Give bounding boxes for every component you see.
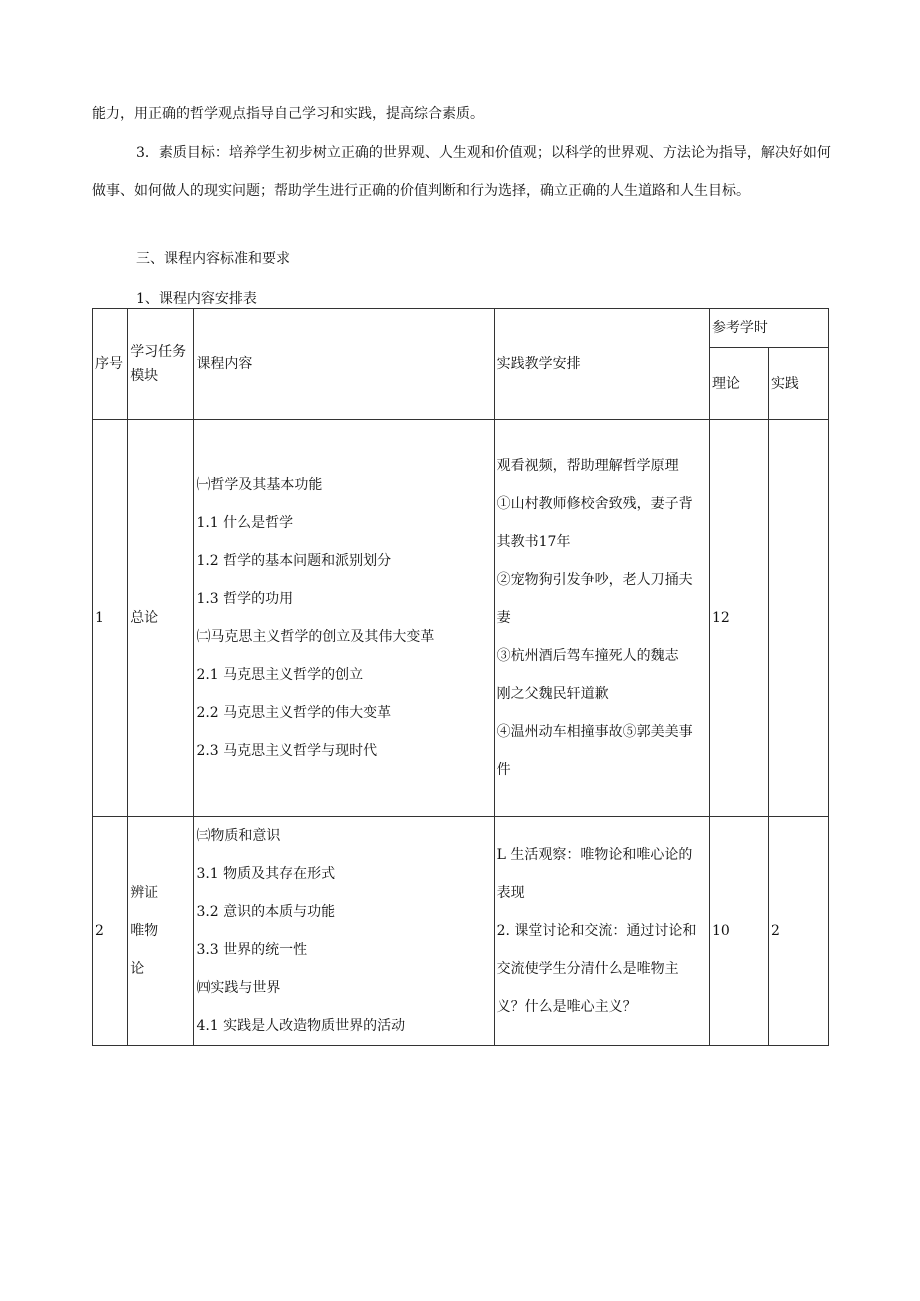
content-line: ㈠哲学及其基本功能	[196, 477, 323, 493]
module-line: 唯物	[130, 923, 159, 939]
header-theory: 理论	[709, 348, 768, 420]
row-practice	[494, 817, 709, 1046]
practice-line: 表现	[496, 885, 525, 901]
header-content: 课程内容	[194, 309, 494, 420]
table-header-row	[93, 309, 829, 348]
intro-quality-goal: 3．素质目标：培养学生初步树立正确的世界观、人生观和价值观；以科学的世界观、方法论为指导，解决好如何做事、如何做人的现实问题；帮助学生进行正确的价值判断和行为选择，确立正确的人生道路和人生目标。	[92, 145, 831, 199]
row-module	[128, 817, 194, 1046]
content-line: 3.3 世界的统一性	[196, 942, 308, 958]
row-seq: 2	[93, 817, 128, 1046]
content-line: ㈢物质和意识	[196, 828, 281, 844]
content-line: ㈣实践与世界	[196, 980, 281, 996]
practice-line: 2. 课堂讨论和交流：通过讨论和	[496, 923, 697, 939]
content-line: 2.2 马克思主义哲学的伟大变革	[196, 705, 392, 721]
practice-line: L 生活观察：唯物论和唯心论的	[496, 847, 693, 863]
content-line: 1.3 哲学的功用	[196, 591, 294, 607]
header-practical: 实践	[768, 348, 828, 420]
row-practical-hours	[768, 420, 828, 817]
practice-line: ③杭州酒后驾车撞死人的魏志	[496, 648, 679, 664]
practice-line: ④温州动车相撞事故⑤郭美美事	[496, 724, 693, 740]
module-line: 辨证	[130, 885, 159, 901]
content-line: ㈡马克思主义哲学的创立及其伟大变革	[196, 629, 435, 645]
content-line: 1.1 什么是哲学	[196, 515, 294, 531]
content-line: 2.3 马克思主义哲学与现时代	[196, 743, 378, 759]
row-content	[194, 420, 494, 817]
practice-line: 其教书17年	[496, 534, 571, 550]
practice-line: 观看视频，帮助理解哲学原理	[496, 458, 679, 474]
practice-line: 刚之父魏民轩道歉	[496, 686, 609, 702]
sub-heading: 1、课程内容安排表	[136, 291, 257, 307]
practice-line: 件	[496, 762, 511, 778]
practice-line: ②宠物狗引发争吵，老人刀捅夫	[496, 572, 693, 588]
content-line: 3.1 物质及其存在形式	[196, 866, 336, 882]
content-line: 2.1 马克思主义哲学的创立	[196, 667, 364, 683]
row-content	[194, 817, 494, 1046]
content-line: 4.1 实践是人改造物质世界的活动	[196, 1018, 406, 1034]
module-line: 论	[130, 961, 145, 977]
header-seq: 序号	[93, 309, 128, 420]
intro-line-1: 能力，用正确的哲学观点指导自己学习和实践，提高综合素质。	[92, 106, 484, 122]
practice-line: 义？什么是唯心主义？	[496, 999, 637, 1015]
row-practice	[494, 420, 709, 817]
row-theory-hours: 10	[709, 817, 768, 1046]
content-line: 3.2 意识的本质与功能	[196, 904, 336, 920]
header-hours: 参考学时	[709, 309, 828, 348]
course-content-table	[92, 308, 829, 1046]
table-row	[93, 817, 829, 1046]
row-theory-hours: 12	[709, 420, 768, 817]
practice-line: 妻	[496, 610, 511, 626]
content-line: 1.2 哲学的基本问题和派别划分	[196, 553, 392, 569]
practice-line: 交流使学生分清什么是唯物主	[496, 961, 679, 977]
section-heading: 三、课程内容标准和要求	[136, 251, 290, 267]
row-seq: 1	[93, 420, 128, 817]
header-module: 学习任务模块	[128, 309, 194, 420]
practice-line: ①山村教师修校舍致残，妻子背	[496, 496, 693, 512]
row-module: 总论	[128, 420, 194, 817]
row-practical-hours: 2	[768, 817, 828, 1046]
header-practice: 实践教学安排	[494, 309, 709, 420]
table-row	[93, 420, 829, 817]
